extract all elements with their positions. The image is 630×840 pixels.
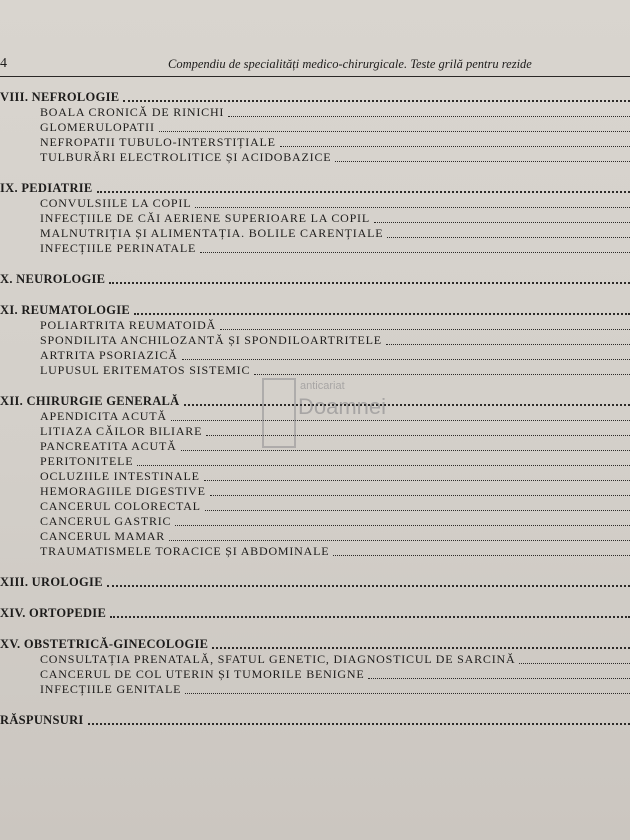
dot-leader bbox=[171, 420, 630, 421]
dot-leader bbox=[212, 647, 630, 649]
toc-entry[interactable] bbox=[0, 529, 630, 544]
toc-entry[interactable] bbox=[0, 469, 630, 484]
toc-entry-title: CANCERUL GASTRIC bbox=[40, 514, 172, 528]
toc-entry-title: CONSULTAȚIA PRENATALĂ, SFATUL GENETIC, DIAGNOSTICUL DE SARCINĂ bbox=[40, 652, 516, 666]
toc-section-heading[interactable] bbox=[0, 575, 630, 590]
toc-entry[interactable] bbox=[0, 682, 630, 697]
dot-leader bbox=[107, 585, 630, 587]
toc-entry-title: INFECȚIILE GENITALE bbox=[40, 682, 182, 696]
toc-section bbox=[0, 272, 630, 287]
dot-leader bbox=[169, 540, 630, 541]
toc-entry-title: ARTRITA PSORIAZICĂ bbox=[40, 348, 178, 362]
toc-entry[interactable] bbox=[0, 667, 630, 682]
dot-leader bbox=[333, 555, 630, 556]
dot-leader bbox=[109, 282, 630, 284]
watermark-big-text: Doamnei bbox=[298, 394, 387, 419]
dot-leader bbox=[123, 100, 630, 102]
toc-section bbox=[0, 713, 630, 728]
toc-section-title: XIV. ORTOPEDIE bbox=[0, 606, 107, 620]
dot-leader bbox=[159, 131, 630, 132]
toc-entry[interactable] bbox=[0, 439, 630, 454]
toc-entry-title: PERITONITELE bbox=[40, 454, 134, 468]
toc-entry[interactable] bbox=[0, 333, 630, 348]
toc-entry[interactable] bbox=[0, 544, 630, 559]
dot-leader bbox=[182, 359, 630, 360]
toc-entry[interactable] bbox=[0, 484, 630, 499]
toc-entry[interactable] bbox=[0, 348, 630, 363]
watermark-small-text: anticariat bbox=[300, 380, 345, 392]
dot-leader bbox=[519, 663, 630, 664]
toc-section bbox=[0, 303, 630, 378]
toc-entry-title: TRAUMATISMELE TORACICE ȘI ABDOMINALE bbox=[40, 544, 330, 558]
toc-entry[interactable] bbox=[0, 499, 630, 514]
toc-entry[interactable] bbox=[0, 241, 630, 256]
toc-section-title: RĂSPUNSURI bbox=[0, 713, 84, 727]
dot-leader bbox=[228, 116, 630, 117]
dot-leader bbox=[181, 450, 630, 451]
toc-section bbox=[0, 575, 630, 590]
toc-section-title: X. NEUROLOGIE bbox=[0, 272, 106, 286]
toc-entry-title: LUPUSUL ERITEMATOS SISTEMIC bbox=[40, 363, 251, 377]
dot-leader bbox=[210, 495, 630, 496]
toc-entry-title: CONVULSIILE LA COPIL bbox=[40, 196, 192, 210]
toc-entry[interactable] bbox=[0, 120, 630, 135]
dot-leader bbox=[195, 207, 630, 208]
toc-section-title: XIII. UROLOGIE bbox=[0, 575, 103, 589]
dot-leader bbox=[206, 435, 630, 436]
dot-leader bbox=[184, 404, 630, 406]
dot-leader bbox=[204, 480, 630, 481]
toc-section-title: XV. OBSTETRICĂ-GINECOLOGIE bbox=[0, 637, 209, 651]
toc-entry-title: GLOMERULOPATII bbox=[40, 120, 155, 134]
toc-entry-title: INFECȚIILE DE CĂI AERIENE SUPERIOARE LA COPIL bbox=[40, 211, 370, 225]
toc-entry[interactable] bbox=[0, 135, 630, 150]
toc-section bbox=[0, 637, 630, 697]
dot-leader bbox=[97, 191, 630, 193]
toc-entry-title: INFECȚIILE PERINATALE bbox=[40, 241, 197, 255]
toc-entry-title: HEMORAGIILE DIGESTIVE bbox=[40, 484, 206, 498]
toc-entry[interactable] bbox=[0, 424, 630, 439]
dot-leader bbox=[387, 237, 630, 238]
toc-section-title: VIII. NEFROLOGIE bbox=[0, 90, 120, 104]
dot-leader bbox=[386, 344, 630, 345]
toc-entry-title: BOALA CRONICĂ DE RINICHI bbox=[40, 105, 225, 119]
toc-section-heading[interactable] bbox=[0, 606, 630, 621]
dot-leader bbox=[368, 678, 630, 679]
dot-leader bbox=[88, 723, 630, 725]
dot-leader bbox=[110, 616, 630, 618]
toc-section bbox=[0, 90, 630, 165]
toc-entry[interactable] bbox=[0, 150, 630, 165]
toc-entry[interactable] bbox=[0, 196, 630, 211]
toc-entry[interactable] bbox=[0, 652, 630, 667]
toc-section bbox=[0, 606, 630, 621]
dot-leader bbox=[137, 465, 630, 466]
dot-leader bbox=[205, 510, 630, 511]
dot-leader bbox=[220, 329, 630, 330]
toc-entry-title: POLIARTRITA REUMATOIDĂ bbox=[40, 318, 217, 332]
table-of-contents bbox=[0, 90, 630, 744]
dot-leader bbox=[280, 146, 630, 147]
toc-section bbox=[0, 394, 630, 559]
toc-entry-title: APENDICITA ACUTĂ bbox=[40, 409, 167, 423]
toc-entry-title: OCLUZIILE INTESTINALE bbox=[40, 469, 200, 483]
toc-entry-title: PANCREATITA ACUTĂ bbox=[40, 439, 177, 453]
toc-entry-title: TULBURĂRI ELECTROLITICE ȘI ACIDOBAZICE bbox=[40, 150, 332, 164]
toc-section-heading[interactable] bbox=[0, 637, 630, 652]
toc-section-heading[interactable] bbox=[0, 272, 630, 287]
toc-entry[interactable] bbox=[0, 409, 630, 424]
page-header bbox=[0, 54, 630, 77]
toc-section bbox=[0, 181, 630, 256]
toc-entry[interactable] bbox=[0, 454, 630, 469]
page-number: 4 bbox=[0, 56, 7, 71]
toc-entry-title: CANCERUL DE COL UTERIN ȘI TUMORILE BENIGNE bbox=[40, 667, 365, 681]
toc-entry-title: SPONDILITA ANCHILOZANTĂ ȘI SPONDILOARTRITELE bbox=[40, 333, 382, 347]
toc-entry[interactable] bbox=[0, 211, 630, 226]
toc-section-heading[interactable] bbox=[0, 90, 630, 105]
dot-leader bbox=[134, 313, 630, 315]
dot-leader bbox=[254, 374, 630, 375]
dot-leader bbox=[335, 161, 630, 162]
toc-entry[interactable] bbox=[0, 514, 630, 529]
toc-entry[interactable] bbox=[0, 226, 630, 241]
toc-section-title: XI. REUMATOLOGIE bbox=[0, 303, 131, 317]
toc-entry[interactable] bbox=[0, 363, 630, 378]
toc-entry-title: LITIAZA CĂILOR BILIARE bbox=[40, 424, 203, 438]
toc-entry-title: NEFROPATII TUBULO-INTERSTIȚIALE bbox=[40, 135, 276, 149]
dot-leader bbox=[175, 525, 630, 526]
dot-leader bbox=[374, 222, 630, 223]
toc-section-heading[interactable] bbox=[0, 713, 630, 728]
toc-section-heading[interactable] bbox=[0, 303, 630, 318]
toc-entry-title: CANCERUL COLORECTAL bbox=[40, 499, 201, 513]
toc-entry[interactable] bbox=[0, 318, 630, 333]
toc-entry[interactable] bbox=[0, 105, 630, 120]
dot-leader bbox=[185, 693, 630, 694]
toc-section-heading[interactable] bbox=[0, 394, 630, 409]
toc-section-heading[interactable] bbox=[0, 181, 630, 196]
toc-section-title: IX. PEDIATRIE bbox=[0, 181, 93, 195]
running-title: Compendiu de specialități medico-chirurgicale. Teste grilă pentru rezide bbox=[168, 57, 532, 71]
dot-leader bbox=[200, 252, 630, 253]
toc-entry-title: MALNUTRIȚIA ȘI ALIMENTAȚIA. BOLILE CARENȚIALE bbox=[40, 226, 384, 240]
toc-entry-title: CANCERUL MAMAR bbox=[40, 529, 166, 543]
toc-section-title: XII. CHIRURGIE GENERALĂ bbox=[0, 394, 180, 408]
